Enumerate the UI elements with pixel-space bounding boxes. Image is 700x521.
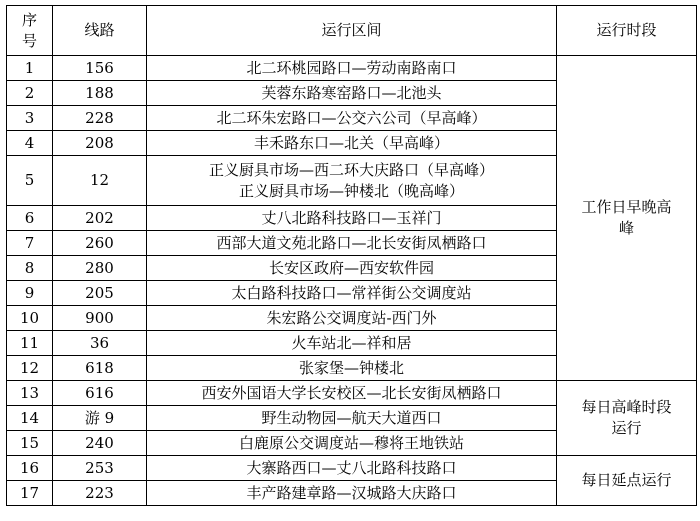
seq-cell: 1: [7, 56, 53, 81]
seq-cell: 7: [7, 231, 53, 256]
line-cell: 280: [53, 256, 147, 281]
section-cell: 芙蓉东路寒窑路口—北池头: [147, 81, 557, 106]
line-cell: 36: [53, 331, 147, 356]
section-cell: [147, 156, 557, 206]
table-row: [7, 456, 697, 481]
seq-cell: 5: [7, 156, 53, 206]
table-row: [7, 381, 697, 406]
section-cell: 丰产路建章路—汉城路大庆路口: [147, 481, 557, 506]
line-cell: 253: [53, 456, 147, 481]
section-cell: 白鹿原公交调度站—穆将王地铁站: [147, 431, 557, 456]
section-cell: 野生动物园—航天大道西口: [147, 406, 557, 431]
seq-cell: 8: [7, 256, 53, 281]
table-row: [7, 56, 697, 81]
header-seq-line1: 序: [21, 10, 37, 29]
period-text: 运行: [611, 419, 642, 437]
line-cell: 240: [53, 431, 147, 456]
seq-cell: 10: [7, 306, 53, 331]
header-period: 运行时段: [557, 6, 697, 56]
section-cell: 朱宏路公交调度站-西门外: [147, 306, 557, 331]
line-cell: 208: [53, 131, 147, 156]
line-cell: 游 9: [53, 406, 147, 431]
section-cell: 西部大道文苑北路口—北长安街凤栖路口: [147, 231, 557, 256]
line-cell: 202: [53, 206, 147, 231]
section-cell: 北二环朱宏路口—公交六公司（早高峰）: [147, 106, 557, 131]
section-cell: 火车站北—祥和居: [147, 331, 557, 356]
line-cell: 12: [53, 156, 147, 206]
section-cell: 太白路科技路口—常祥街公交调度站: [147, 281, 557, 306]
seq-cell: 11: [7, 331, 53, 356]
section-cell: 大寨路西口—丈八北路科技路口: [147, 456, 557, 481]
line-cell: 228: [53, 106, 147, 131]
line-cell: 205: [53, 281, 147, 306]
seq-cell: 17: [7, 481, 53, 506]
header-seq: [7, 6, 53, 56]
seq-cell: 13: [7, 381, 53, 406]
seq-cell: 12: [7, 356, 53, 381]
period-text: 工作日早晚高: [581, 198, 672, 216]
seq-cell: 14: [7, 406, 53, 431]
section-cell: 长安区政府—西安软件园: [147, 256, 557, 281]
period-cell-extended: [557, 456, 697, 506]
header-line: 线路: [53, 6, 147, 56]
seq-cell: 6: [7, 206, 53, 231]
section-cell: 丰禾路东口—北关（早高峰）: [147, 131, 557, 156]
line-cell: 618: [53, 356, 147, 381]
header-seq-line2: 号: [21, 31, 37, 50]
line-cell: 188: [53, 81, 147, 106]
seq-cell: 15: [7, 431, 53, 456]
line-cell: 616: [53, 381, 147, 406]
period-cell-daily-peak: [557, 381, 697, 456]
table-header-row: [7, 6, 697, 56]
section-text: 正义厨具市场—钟楼北（晚高峰）: [238, 181, 464, 200]
line-cell: 900: [53, 306, 147, 331]
line-cell: 156: [53, 56, 147, 81]
section-cell: 北二环桃园路口—劳动南路南口: [147, 56, 557, 81]
seq-cell: 2: [7, 81, 53, 106]
seq-cell: 4: [7, 131, 53, 156]
seq-cell: 16: [7, 456, 53, 481]
period-text: 每日延点运行: [581, 471, 672, 489]
period-cell-weekday-peak: [557, 56, 697, 381]
header-section: 运行区间: [147, 6, 557, 56]
period-text: 峰: [618, 219, 634, 237]
section-cell: 张家堡—钟楼北: [147, 356, 557, 381]
section-cell: 丈八北路科技路口—玉祥门: [147, 206, 557, 231]
period-text: 每日高峰时段: [581, 398, 672, 416]
section-cell: 西安外国语大学长安校区—北长安街凤栖路口: [147, 381, 557, 406]
line-cell: 223: [53, 481, 147, 506]
seq-cell: 9: [7, 281, 53, 306]
section-text: 正义厨具市场—西二环大庆路口（早高峰）: [208, 160, 494, 179]
bus-route-table: [6, 5, 697, 506]
line-cell: 260: [53, 231, 147, 256]
seq-cell: 3: [7, 106, 53, 131]
